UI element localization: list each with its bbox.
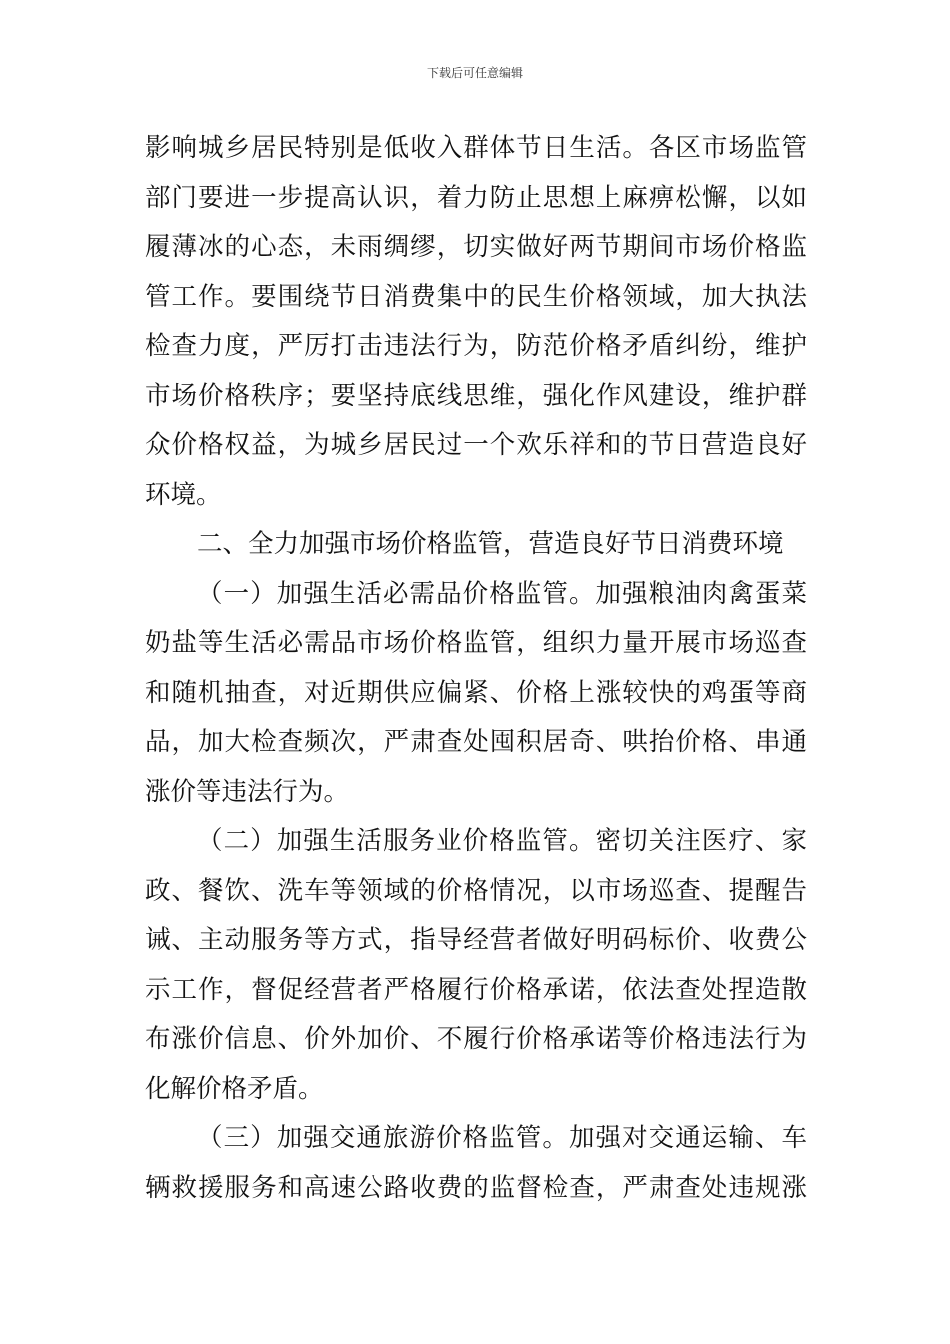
text-line: （一）加强生活必需品价格监管。加强粮油肉禽蛋菜 xyxy=(197,578,807,609)
text-line: 化解价格矛盾。 xyxy=(145,1073,324,1104)
paragraph xyxy=(145,570,807,818)
paragraph xyxy=(145,817,807,1114)
text-line: 市场价格秩序；要坚持底线思维，强化作风建设，维护群 xyxy=(145,380,807,411)
text-line: 政、餐饮、洗车等领域的价格情况，以市场巡查、提醒告 xyxy=(145,875,807,906)
section-heading xyxy=(145,520,807,570)
paragraph xyxy=(145,1114,807,1213)
text-line: 奶盐等生活必需品市场价格监管，组织力量开展市场巡查 xyxy=(145,628,807,658)
text-line: 众价格权益，为城乡居民过一个欢乐祥和的节日营造良好 xyxy=(145,430,807,460)
text-line: 诫、主动服务等方式，指导经营者做好明码标价、收费公 xyxy=(145,925,807,955)
text-line: 二、全力加强市场价格监管，营造良好节日消费环境 xyxy=(197,529,784,559)
text-line: 履薄冰的心态，未雨绸缪，切实做好两节期间市场价格监 xyxy=(145,232,807,262)
text-line: 检查力度，严厉打击违法行为，防范价格矛盾纠纷，维护 xyxy=(145,331,807,361)
page-header: 下载后可任意编辑 xyxy=(426,66,523,80)
text-line: （二）加强生活服务业价格监管。密切关注医疗、家 xyxy=(197,826,807,856)
text-line: 辆救援服务和高速公路收费的监督检查，严肃查处违规涨 xyxy=(145,1172,807,1203)
text-line: 涨价等违法行为。 xyxy=(145,776,350,807)
text-line: （三）加强交通旅游价格监管。加强对交通运输、车 xyxy=(197,1123,807,1153)
text-line: 环境。 xyxy=(145,479,222,510)
text-line: 部门要进一步提高认识，着力防止思想上麻痹松懈，以如 xyxy=(145,182,807,213)
paragraph xyxy=(145,124,807,520)
text-line: 品，加大检查频次，严肃查处囤积居奇、哄抬价格、串通 xyxy=(145,727,807,757)
text-line: 示工作，督促经营者严格履行价格承诺，依法查处捏造散 xyxy=(145,974,807,1005)
text-line: 和随机抽查，对近期供应偏紧、价格上涨较快的鸡蛋等商 xyxy=(145,677,807,708)
document-body xyxy=(145,124,807,1213)
text-line: 布涨价信息、价外加价、不履行价格承诺等价格违法行为 xyxy=(145,1024,807,1054)
text-line: 管工作。要围绕节日消费集中的民生价格领域，加大执法 xyxy=(145,281,807,312)
text-line: 影响城乡居民特别是低收入群体节日生活。各区市场监管 xyxy=(145,133,807,163)
